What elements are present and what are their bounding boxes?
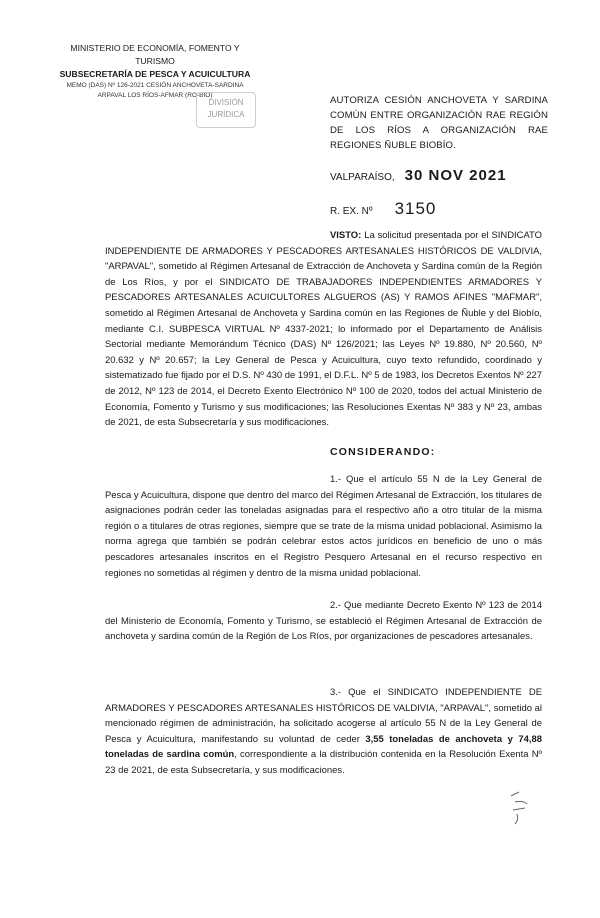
considerando-3-intro: 3.- Que el SINDICATO INDEPENDIENTE DE ARMADORES Y PESCADORES ARTESANALES HISTÓRICOS DE VALDIVIA, "ARPAVAL", sometido al mencionado régimen de administración, ha solicitado acogerse al artículo 55 N de la Ley General de Pesca y Acuicultura, manifestando su voluntad de ceder bbox=[105, 687, 542, 745]
considerando-heading: CONSIDERANDO: bbox=[330, 446, 436, 458]
place: VALPARAÍSO, bbox=[330, 172, 395, 183]
dateline bbox=[330, 167, 507, 184]
resolution-number: 3150 bbox=[394, 199, 437, 218]
signature-icon bbox=[505, 790, 535, 830]
visto-text: La solicitud presentada por el SINDICATO INDEPENDIENTE DE ARMADORES Y PESCADORES ARTESANALES HISTÓRICOS DE VALDIVIA, "ARPAVAL", sometido al Régimen Artesanal de Extracción de Anchoveta y Sardina común de la Región de Los Ríos, y por el SINDICATO DE TRABAJADORES INDEPENDIENTES ARMADORES Y PESCADORES ARTESANALES ACUICULTORES ALGUEROS (AS) Y RAMOS AFINES "MAFMAR", sometido al Régimen Artesanal de Anchoveta y Sardina común en las Regiones de Ñuble y del Biobío, mediante C.I. SUBPESCA VIRTUAL Nº 4337-2021; lo informado por el Departamento de Análisis Sectorial mediante Memorándum Técnico (DAS) Nº 126/2021; las Leyes Nº 19.880, Nº 20.560, Nº 20.632 y Nº 20.657; la Ley General de Pesca y Acuicultura, cuyo texto refundido, coordinado y sistematizado fue fijado por el D.S. Nº 430 de 1991, el D.F.L. Nº 5 de 1983, los Decretos Exentos Nº 227 de 2012, Nº 123 de 2014, el Decreto Exento Electrónico Nº 100 de 2020, todos del actual Ministerio de Economía, Fomento y Turismo y sus modificaciones; las Resoluciones Exentas Nº 383 y Nº 23, ambas de 2021, de esta Subsecretaría y sus modificaciones. bbox=[105, 230, 542, 429]
date: 30 NOV 2021 bbox=[404, 167, 507, 184]
resolution-number-line bbox=[330, 199, 436, 219]
memo-reference: MEMO (DAS) Nº 126-2021 CESIÓN ANCHOVETA-SARDINA bbox=[66, 82, 244, 89]
stamp-line-1: DIVISIÓN bbox=[208, 98, 244, 107]
stamp-line-2: JURÍDICA bbox=[207, 110, 245, 119]
resolution-label: R. EX. Nº bbox=[330, 206, 373, 217]
considerando-3-tonnage: 3,55 toneladas de anchoveta y 74,88 toneladas de sardina común bbox=[105, 733, 542, 761]
considerando-paragraph-3 bbox=[105, 685, 542, 779]
division-stamp bbox=[196, 92, 256, 128]
organizations-reference: ARPAVAL LOS RÍOS-AFMAR (RO-BIO) bbox=[97, 91, 213, 99]
considerando-paragraph-1: 1.- Que el artículo 55 N de la Ley General de Pesca y Acuicultura, dispone que dentro del marco del Régimen Artesanal de Extracción, los titulares de asignaciones podrán ceder las toneladas asignadas para el respectivo año a otro titular de la misma región o a titulares de otras regiones, siempre que se trate de la misma unidad poblacional. Asimismo la norma agrega que también se podrán celebrar estos actos jurídicos en beneficio de uno o más pescadores artesanales inscritos en el Registro Pesquero Artesanal en el recurso respectivo en regiones no sometidas al régimen y dentro de la misma unidad poblacional. bbox=[105, 474, 542, 579]
ministry-name: MINISTERIO DE ECONOMÍA, FOMENTO Y TURISMO bbox=[70, 43, 240, 66]
resolution-topic: AUTORIZA CESIÓN ANCHOVETA Y SARDINA COMÚN ENTRE ORGANIZACIÓN RAE REGIÓN DE LOS RÍOS A ORGANIZACIÓN RAE REGIONES ÑUBLE BIOBÍO. bbox=[330, 95, 548, 151]
visto-paragraph bbox=[105, 228, 542, 431]
subsecretaria-name: SUBSECRETARÍA DE PESCA Y ACUICULTURA bbox=[59, 69, 251, 79]
visto-keyword: VISTO: bbox=[330, 230, 362, 241]
considerando-3-outro: , correspondiente a la distribución contenida en la Resolución Exenta Nº 23 de 2021, de esta Subsecretaría, y sus modificaciones. bbox=[105, 749, 542, 776]
signature-mark bbox=[505, 790, 535, 830]
considerando-paragraph-2: 2.- Que mediante Decreto Exento Nº 123 de 2014 del Ministerio de Economía, Fomento y Turismo, se estableció el Régimen Artesanal de Extracción de anchoveta y sardina común de la Región de Los Ríos, por organizaciones de pescadores artesanales. bbox=[105, 600, 542, 643]
